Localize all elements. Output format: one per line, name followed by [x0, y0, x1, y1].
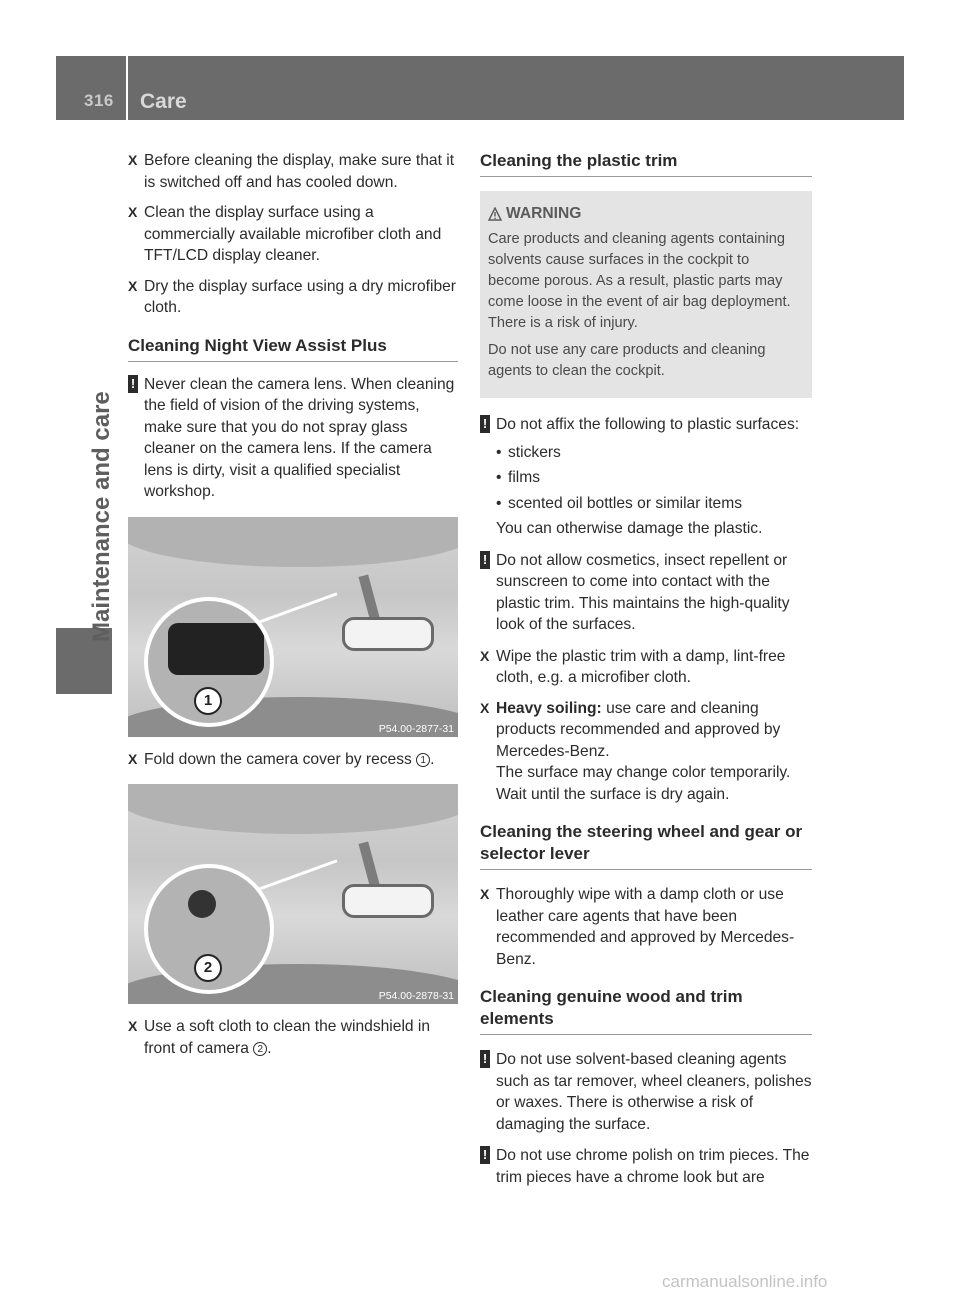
rearview-mirror: [342, 617, 434, 651]
step-arrow-icon: X: [128, 204, 138, 220]
bullet-icon: •: [496, 443, 502, 461]
step-arrow-icon: X: [480, 886, 490, 902]
exclamation-icon: !: [480, 415, 490, 433]
step: X Use a soft cloth to clean the windshield in front of camera 2 .: [128, 1018, 431, 1057]
warning-text: Do not use any care products and cleaning agents to clean the cockpit.: [488, 342, 766, 379]
wood-trim-heading: Cleaning genuine wood and trim elements: [480, 986, 812, 1035]
left-column: [128, 150, 458, 1068]
notice: [480, 414, 812, 436]
callout-reference: 2: [253, 1042, 267, 1056]
notice-text: Never clean the camera lens. When cleaning the field of vision of the driving systems, make sure that you do not spray glass cleaner on the camera lens. If the camera lens is dirty, visit a qualified specialist workshop.: [144, 375, 455, 500]
step: [128, 202, 458, 267]
rearview-mirror: [342, 884, 434, 918]
list-item: [480, 467, 812, 489]
mirror-mount: [358, 574, 379, 619]
exclamation-icon: !: [480, 1146, 490, 1164]
steering-heading: Cleaning the steering wheel and gear or selector lever: [480, 821, 812, 870]
step-text: Dry the display surface using a dry microfiber cloth.: [144, 277, 456, 316]
section-title: Care: [140, 90, 187, 113]
step-text: Fold down the camera cover by recess: [144, 750, 412, 768]
step-text: use care and cleaning products recommended and approved by Mercedes-Benz.: [496, 699, 781, 760]
notice: [480, 550, 812, 636]
page-number: 316: [84, 91, 114, 110]
camera-lens: [188, 890, 216, 918]
notice-text: Do not affix the following to plastic surfaces:: [496, 416, 800, 433]
notice: [480, 1145, 812, 1188]
callout-badge: 2: [194, 954, 222, 982]
list-item: [480, 442, 812, 464]
list-item-text: scented oil bottles or similar items: [508, 494, 742, 512]
step: [128, 276, 458, 319]
step: X Fold down the camera cover by recess 1 .: [128, 749, 458, 771]
list-item-text: stickers: [508, 443, 561, 461]
bullet-icon: •: [496, 494, 502, 512]
step-emphasis: Heavy soiling:: [496, 699, 602, 717]
step-text: Wipe the plastic trim with a damp, lint-free cloth, e.g. a microfiber cloth.: [496, 647, 786, 686]
step-arrow-icon: X: [128, 1018, 138, 1034]
warning-box: [480, 191, 812, 398]
step-text: Before cleaning the display, make sure that it is switched off and has cooled down.: [144, 152, 455, 191]
figure-reference: P54.00-2877-31: [378, 722, 454, 735]
step: [128, 150, 458, 193]
step: [480, 698, 812, 806]
notice: [480, 1049, 812, 1135]
step-arrow-icon: X: [128, 750, 138, 767]
notice-followup: You can otherwise damage the plastic.: [496, 520, 763, 537]
sun-visor: [128, 784, 458, 834]
list-item-text: films: [508, 469, 541, 486]
step-arrow-icon: X: [480, 699, 490, 716]
warning-title: [488, 205, 804, 223]
camera-cover-photo: [128, 517, 458, 737]
side-tab-label: Maintenance and care: [88, 391, 115, 642]
right-column: [480, 150, 812, 1198]
callout-line: [257, 859, 337, 891]
callout-badge: 1: [194, 687, 222, 715]
warning-triangle-icon: [488, 207, 502, 221]
night-view-heading: Cleaning Night View Assist Plus: [128, 335, 458, 362]
step-text: Use a soft cloth to clean the windshield in front of camera: [144, 1018, 431, 1057]
notice: [128, 374, 458, 503]
step-arrow-icon: X: [128, 277, 138, 294]
mirror-mount: [358, 841, 379, 886]
notice-text: Do not allow cosmetics, insect repellent or sunscreen to come into contact with the plastic trim. This maintains the high-quality look of the surfaces.: [496, 551, 790, 633]
step-note: The surface may change color temporarily. Wait until the surface is dry again.: [496, 764, 791, 803]
camera-lens-photo: [128, 784, 458, 1004]
exclamation-icon: !: [480, 1050, 490, 1068]
notice-text: Do not use solvent-based cleaning agents such as tar remover, wheel cleaners, polishes or waxes. There is otherwise a risk of damaging the surface.: [496, 1051, 812, 1133]
camera-cover: [168, 623, 264, 675]
callout-reference: 1: [416, 753, 430, 767]
list-item: [480, 493, 812, 515]
step: [480, 646, 812, 689]
figure-reference: P54.00-2878-31: [378, 990, 454, 1002]
notice-text: Do not use chrome polish on trim pieces. The trim pieces have a chrome look but are: [496, 1147, 810, 1186]
plastic-trim-heading: Cleaning the plastic trim: [480, 150, 812, 177]
step-arrow-icon: X: [128, 152, 138, 168]
header-divider: [126, 56, 128, 120]
callout-line: [257, 592, 337, 624]
sun-visor: [128, 517, 458, 567]
warning-title-text: WARNING: [506, 205, 582, 222]
exclamation-icon: !: [128, 375, 138, 393]
warning-text: Care products and cleaning agents containing solvents cause surfaces in the cockpit to become porous. As a result, plastic parts may come loose in the event of air bag deployment. There is a risk of injury.: [488, 231, 791, 331]
step-arrow-icon: X: [480, 647, 490, 664]
exclamation-icon: !: [480, 551, 490, 569]
step: [480, 884, 812, 970]
watermark: carmanualsonline.info: [662, 1272, 828, 1291]
step-text: Thoroughly wipe with a damp cloth or use leather care agents that have been recommended and approved by Mercedes-Benz.: [496, 886, 795, 968]
step-text: Clean the display surface using a commercially available microfiber cloth and TFT/LCD display cleaner.: [144, 204, 442, 264]
bullet-icon: •: [496, 469, 502, 486]
